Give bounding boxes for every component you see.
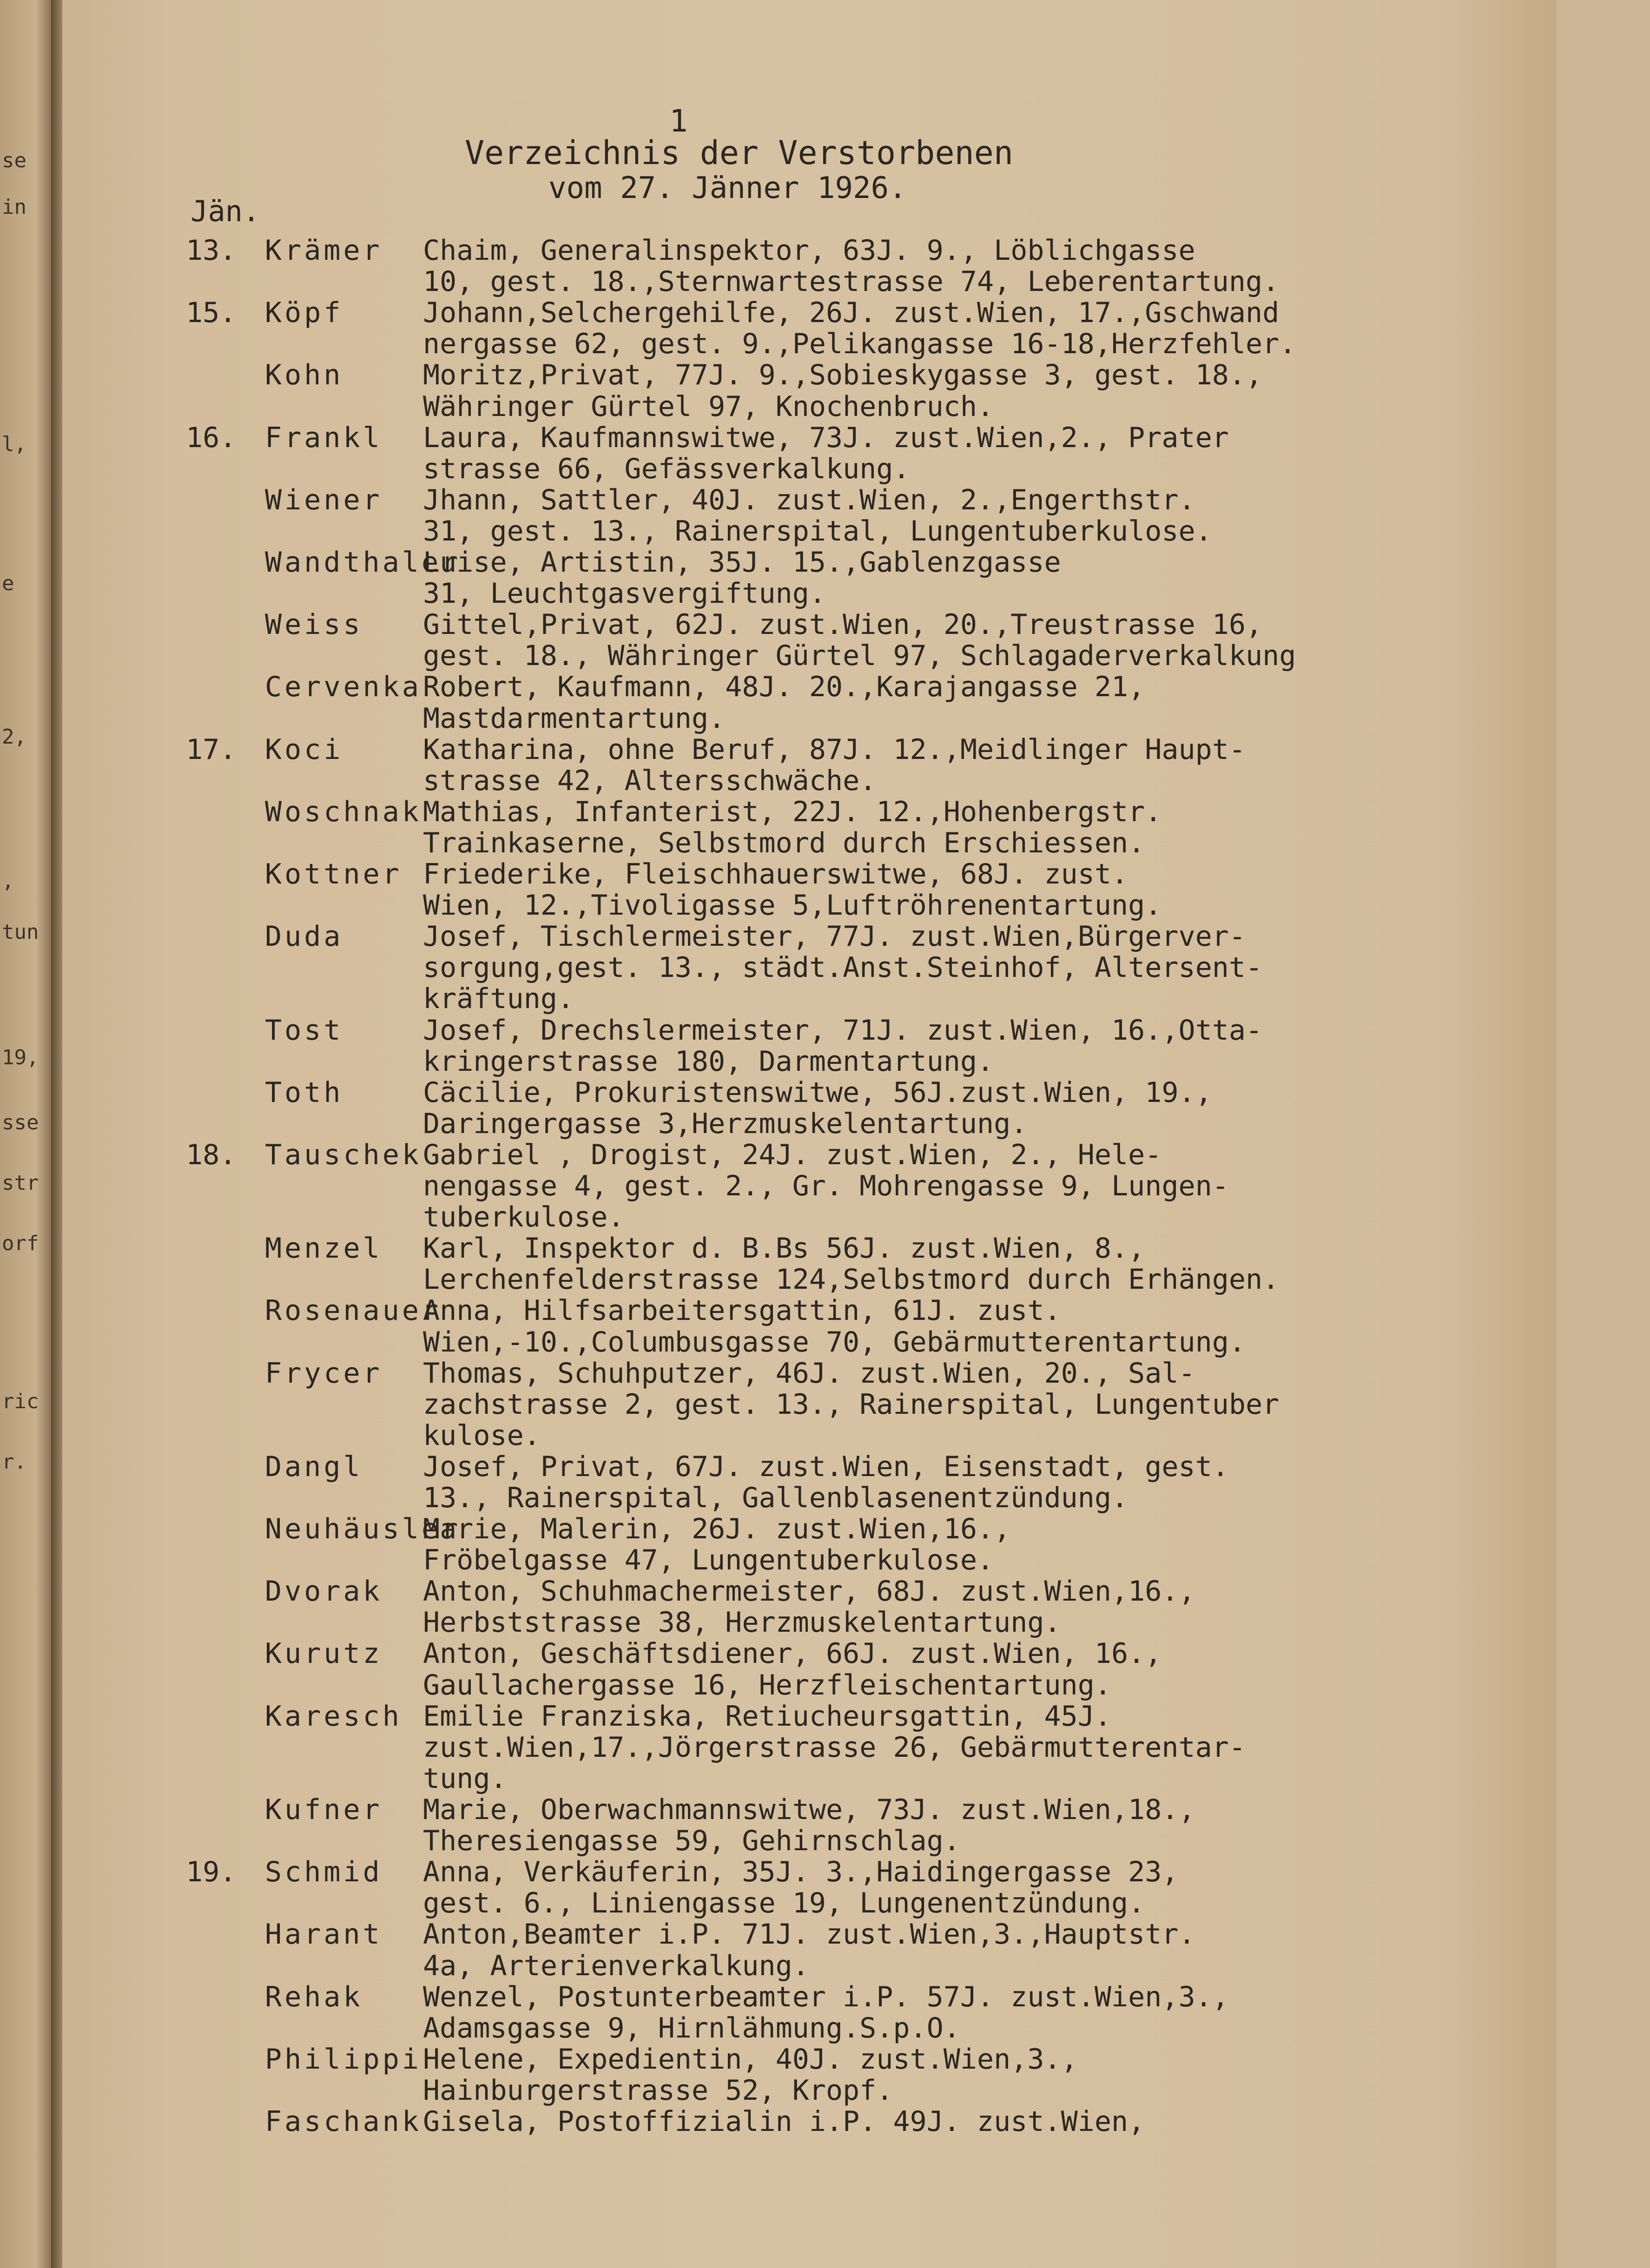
previous-page-fragment: ric [2,1390,39,1413]
entry-date: 13. [186,234,237,267]
document-title: Verzeichnis der Verstorbenen [465,134,1014,172]
entry-surname: Kufner [265,1793,383,1826]
register-entry [186,297,1469,328]
entry-details-continued: Fröbelgasse 47, Lungentuberkulose. [423,1544,994,1576]
register-entry [186,1918,1469,1949]
entry-details: Moritz,Privat, 77J. 9.,Sobieskygasse 3, gest. 18., [423,359,1263,391]
entry-surname: Philippi [265,2043,422,2076]
entry-details-continued: nergasse 62, gest. 9.,Pelikangasse 16-18,Herzfehler. [423,328,1296,360]
register-continuation [186,1170,1469,1201]
month-label: Jän. [191,194,260,228]
register-continuation [186,702,1469,733]
entry-details: Gabriel , Drogist, 24J. zust.Wien, 2., Hele- [423,1139,1162,1171]
previous-page-fragment: sse [2,1111,39,1134]
register-continuation [186,640,1469,671]
register-continuation [186,1201,1469,1232]
book-binding [51,0,62,2268]
entry-surname: Karesch [265,1700,402,1733]
previous-page-fragment: se [2,149,26,172]
entry-surname: Neuhäusler [265,1513,461,1545]
previous-page-fragment: orf [2,1232,39,1255]
entry-details-continued: strasse 42, Altersschwäche. [423,765,877,797]
entry-details-continued: 31, gest. 13., Rainerspital, Lungentuberkulose. [423,515,1212,547]
entry-surname: Krämer [265,234,383,267]
register-continuation [186,515,1469,546]
register-continuation [186,765,1469,796]
entry-details: Mathias, Infanterist, 22J. 12.,Hohenbergstr. [423,796,1162,828]
page-number: 1 [669,103,688,139]
register-continuation [186,1482,1469,1513]
document-subtitle: vom 27. Jänner 1926. [548,171,907,205]
entry-details-continued: gest. 6., Liniengasse 19, Lungenentzündung. [423,1887,1145,1919]
previous-page-fragment: in [2,195,26,219]
entry-details: Anna, Verkäuferin, 35J. 3.,Haidingergasse 23, [423,1856,1179,1888]
entry-details-continued: strasse 66, Gefässverkalkung. [423,453,910,485]
entry-surname: Frycer [265,1357,383,1390]
previous-page-fragment: tun [2,920,39,944]
entry-details-continued: Theresiengasse 59, Gehirnschlag. [423,1825,960,1857]
entry-surname: Dangl [265,1450,363,1483]
register-entry [186,1856,1469,1887]
entry-details-continued: zachstrasse 2, gest. 13., Rainerspital, Lungentuber [423,1388,1280,1421]
entry-details-continued: zust.Wien,17.,Jörgerstrasse 26, Gebärmutterentar- [423,1731,1246,1764]
previous-page-fragment: r. [2,1450,26,1474]
register-entry [186,1357,1469,1388]
entry-details-continued: Lerchenfelderstrasse 124,Selbstmord durch Erhängen. [423,1263,1280,1296]
entry-details: Johann,Selchergehilfe, 26J. zust.Wien, 17.,Gschwand [423,297,1280,329]
register-entry [186,1232,1469,1263]
entry-details-continued: nengasse 4, gest. 2., Gr. Mohrengasse 9, Lungen- [423,1170,1229,1202]
register-continuation [186,1887,1469,1918]
register-entry [186,1700,1469,1731]
entry-details: Anton,Beamter i.P. 71J. zust.Wien,3.,Hauptstr. [423,1918,1195,1951]
previous-page-edge [0,0,51,2268]
register-continuation [186,328,1469,359]
entry-surname: Kottner [265,858,402,890]
register-entry [186,484,1469,515]
entry-surname: Toth [265,1076,343,1109]
register-continuation [186,1606,1469,1637]
entry-surname: Tost [265,1014,343,1047]
register-entry [186,1076,1469,1108]
register-entry [186,1575,1469,1606]
entry-details-continued: Hainburgerstrasse 52, Kropf. [423,2074,893,2107]
previous-page-fragment: 19, [2,1046,39,1069]
previous-page-fragment: l, [2,432,26,456]
entry-details-continued: kulose. [423,1419,541,1452]
entry-surname: Duda [265,920,343,953]
entry-details: Anton, Schuhmachermeister, 68J. zust.Wien,16., [423,1575,1195,1608]
previous-page-fragment: e [2,572,14,595]
entry-details-continued: Wien,-10.,Columbusgasse 70, Gebärmutterentartung. [423,1326,1246,1358]
entry-details: Chaim, Generalinspektor, 63J. 9., Löblichgasse [423,234,1195,267]
entry-surname: Wandthaler [265,546,461,579]
register-continuation [186,1419,1469,1450]
entry-details: Jhann, Sattler, 40J. zust.Wien, 2.,Engerthstr. [423,484,1195,516]
register-continuation [186,1669,1469,1700]
register-entry [186,1294,1469,1325]
register-entry [186,608,1469,640]
register-entry [186,1513,1469,1544]
entry-details-continued: 10, gest. 18.,Sternwartestrasse 74, Leberentartung. [423,265,1280,298]
entry-surname: Kohn [265,359,343,391]
entry-surname: Koci [265,733,343,766]
entry-details-continued: sorgung,gest. 13., städt.Anst.Steinhof, Altersent- [423,951,1263,984]
entry-details: Josef, Privat, 67J. zust.Wien, Eisenstadt, gest. [423,1450,1229,1483]
register-entry [186,2043,1469,2074]
entry-details: Marie, Oberwachmannswitwe, 73J. zust.Wien,18., [423,1793,1195,1826]
register-continuation [186,265,1469,297]
entry-details: Anton, Geschäftsdiener, 66J. zust.Wien, 16., [423,1637,1162,1670]
register-entry [186,234,1469,265]
register-entry [186,733,1469,765]
register-continuation [186,1731,1469,1762]
entry-details: Gisela, Postoffizialin i.P. 49J. zust.Wien, [423,2105,1145,2138]
register-continuation [186,1108,1469,1139]
entry-surname: Köpf [265,297,343,329]
register-continuation [186,889,1469,920]
entry-surname: Menzel [265,1232,383,1265]
register-continuation [186,1762,1469,1793]
register-continuation [186,453,1469,484]
entry-details: Marie, Malerin, 26J. zust.Wien,16., [423,1513,1011,1545]
entry-date: 15. [186,297,237,329]
entry-surname: Harant [265,1918,383,1951]
entry-details: Josef, Tischlermeister, 77J. zust.Wien,Bürgerver- [423,920,1246,953]
entry-surname: Faschank [265,2105,422,2138]
entry-details-continued: Gaullachergasse 16, Herzfleischentartung. [423,1669,1112,1701]
entry-details: Luise, Artistin, 35J. 15.,Gablenzgasse [423,546,1061,579]
entry-details: Thomas, Schuhputzer, 46J. zust.Wien, 20., Sal- [423,1357,1195,1390]
entry-details-continued: 13., Rainerspital, Gallenblasenentzündung. [423,1482,1129,1514]
register-entry [186,858,1469,889]
register-entry [186,422,1469,453]
entry-details-continued: kräftung. [423,982,574,1015]
register-entry [186,2105,1469,2136]
register-entry [186,796,1469,827]
entry-details-continued: 4a, Arterienverkalkung. [423,1950,809,1982]
entry-details: Cäcilie, Prokuristenswitwe, 56J.zust.Wien, 19., [423,1076,1212,1109]
entry-details: Wenzel, Postunterbeamter i.P. 57J. zust.Wien,3., [423,1981,1229,2013]
entry-details: Karl, Inspektor d. B.Bs 56J. zust.Wien, 8., [423,1232,1145,1265]
entry-details-continued: 31, Leuchtgasvergiftung. [423,577,826,610]
register-continuation [186,982,1469,1014]
previous-page-fragment: str [2,1171,39,1195]
register-entry [186,1637,1469,1668]
register-entry [186,546,1469,577]
entry-date: 18. [186,1139,237,1171]
entry-surname: Dvorak [265,1575,383,1608]
previous-page-fragment: , [2,869,14,893]
register-continuation [186,577,1469,608]
register-continuation [186,1825,1469,1856]
entry-surname: Cervenka [265,671,422,703]
entry-details-continued: Herbststrasse 38, Herzmuskelentartung. [423,1606,1061,1639]
entry-date: 17. [186,733,237,766]
register-continuation [186,1388,1469,1419]
entry-details-continued: Wien, 12.,Tivoligasse 5,Luftröhrenentartung. [423,889,1162,922]
register-continuation [186,951,1469,982]
entry-surname: Woschnak [265,796,422,828]
entry-surname: Kurutz [265,1637,383,1670]
entry-surname: Rosenauer [265,1294,442,1327]
entry-surname: Weiss [265,608,363,641]
entry-details: Emilie Franziska, Retiucheursgattin, 45J. [423,1700,1112,1733]
entry-surname: Wiener [265,484,383,516]
entry-details: Robert, Kaufmann, 48J. 20.,Karajangasse 21, [423,671,1145,703]
entry-details-continued: Adamsgasse 9, Hirnlähmung.S.p.O. [423,2012,960,2044]
register-entry [186,1793,1469,1825]
register-entry [186,1450,1469,1482]
register-continuation [186,2012,1469,2043]
register-entry [186,671,1469,702]
entry-date: 19. [186,1856,237,1888]
entry-surname: Tauschek [265,1139,422,1171]
previous-page-fragment: 2, [2,725,26,749]
entry-details: Friederike, Fleischhauerswitwe, 68J. zust. [423,858,1129,890]
register-continuation [186,390,1469,422]
entry-details-continued: kringerstrasse 180, Darmentartung. [423,1045,994,1078]
entry-date: 16. [186,422,237,454]
register-entry [186,1014,1469,1045]
entry-surname: Rehak [265,1981,363,2013]
register-continuation [186,1045,1469,1076]
entry-details: Helene, Expedientin, 40J. zust.Wien,3., [423,2043,1078,2076]
entry-details: Gittel,Privat, 62J. zust.Wien, 20.,Treustrasse 16, [423,608,1263,641]
register-entry [186,1139,1469,1170]
register-continuation [186,827,1469,858]
entry-details-continued: tuberkulose. [423,1201,625,1233]
entry-surname: Schmid [265,1856,383,1888]
register-continuation [186,2074,1469,2105]
register-continuation [186,1263,1469,1294]
entry-details-continued: Trainkaserne, Selbstmord durch Erschiessen. [423,827,1145,859]
entry-details-continued: Mastdarmentartung. [423,702,726,735]
entry-details-continued: gest. 18., Währinger Gürtel 97, Schlagaderverkalkung [423,640,1296,672]
register-entry [186,920,1469,951]
register-continuation [186,1950,1469,1981]
entry-details: Anna, Hilfsarbeitersgattin, 61J. zust. [423,1294,1061,1327]
entry-details-continued: Währinger Gürtel 97, Knochenbruch. [423,390,994,423]
entry-details: Laura, Kaufmannswitwe, 73J. zust.Wien,2., Prater [423,422,1229,454]
register-entry [186,359,1469,390]
register-continuation [186,1326,1469,1357]
entry-details: Josef, Drechslermeister, 71J. zust.Wien, 16.,Otta- [423,1014,1263,1047]
entry-details: Katharina, ohne Beruf, 87J. 12.,Meidlinger Haupt- [423,733,1246,766]
entry-surname: Frankl [265,422,383,454]
register-continuation [186,1544,1469,1575]
entry-details-continued: Daringergasse 3,Herzmuskelentartung. [423,1108,1028,1140]
entry-details-continued: tung. [423,1762,507,1795]
register-entry [186,1981,1469,2012]
